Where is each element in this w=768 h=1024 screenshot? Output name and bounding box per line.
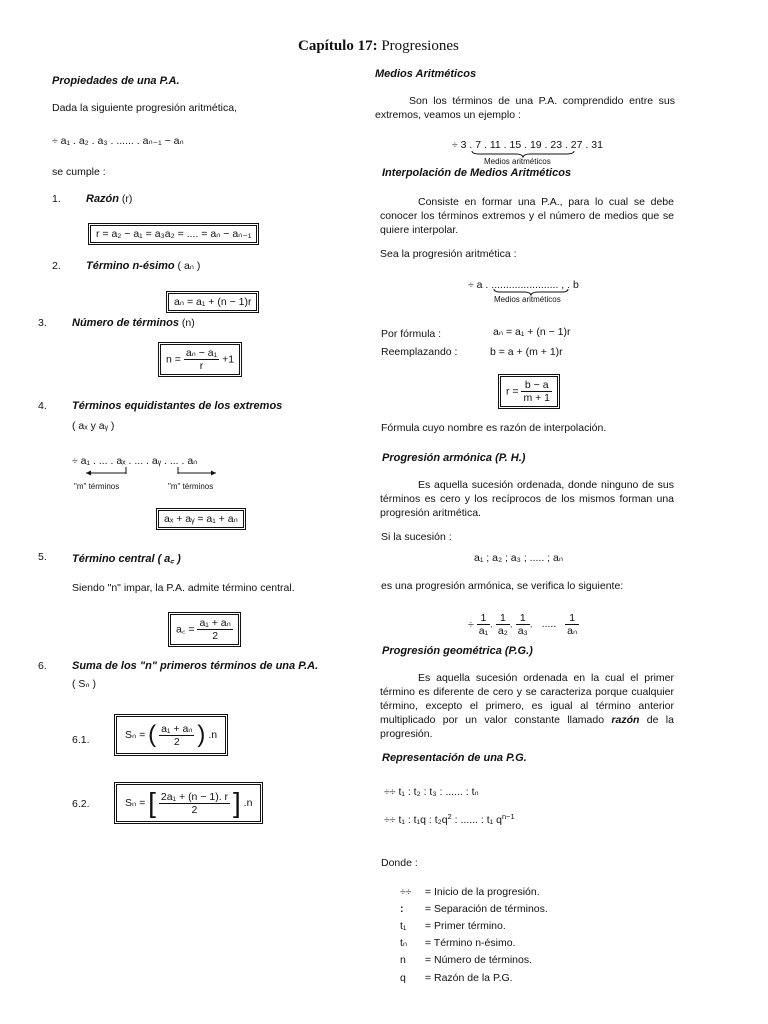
recip-sequence: ÷ $\frac{1}{\text{a₁}}$ . $\frac{1}{\text{a₂}}$ . $\frac{1}{\text{a₃}}$ . ..... $\frac{1}{\text{aₙ}}$ bbox=[468, 612, 578, 637]
legend-row-1 bbox=[400, 886, 540, 898]
intro-text: Dada la siguiente progresión aritmética, bbox=[52, 102, 238, 114]
legend-sym-4: tₙ bbox=[400, 937, 408, 949]
item-2-label: Término n-ésimo bbox=[86, 260, 175, 272]
legend-row-5 bbox=[400, 954, 532, 966]
legend-sym-3: t₁ bbox=[400, 920, 407, 932]
pa-sequence: ÷ a₁ . a₂ . a₃ . ...... . aₙ₋₁ − aₙ bbox=[52, 135, 184, 147]
formula-sum-61 bbox=[114, 714, 228, 756]
legend-sym-5: n bbox=[400, 954, 406, 966]
legend-desc-3: Primer término. bbox=[433, 920, 506, 932]
recip-1-den: a₁ bbox=[478, 625, 489, 637]
sum-61-num: a₁ + aₙ bbox=[161, 722, 193, 735]
item-2-suffix: ( aₙ ) bbox=[177, 260, 201, 272]
formula-nesimo: aₙ = a₁ + (n − 1)r bbox=[166, 291, 259, 313]
recip-2-den: a₂ bbox=[497, 625, 508, 637]
interp-seq-dots: ....................... , bbox=[491, 279, 565, 291]
item-6-label: Suma de los "n" primeros términos de una P.A. bbox=[72, 660, 319, 672]
item-2-heading bbox=[86, 260, 200, 272]
interp-seq-a: ÷ a . bbox=[468, 279, 489, 291]
recip-n-num: 1 bbox=[565, 612, 579, 625]
armonica-text: Es aquella sucesión ordenada, donde ninguno de sus términos es cero y los recíprocos de los mismos forman una progresión aritmética. bbox=[380, 479, 674, 519]
sum-61-fraction bbox=[159, 723, 194, 748]
recip-2-num: 1 bbox=[496, 612, 510, 625]
sum-62-bracket-open: [ bbox=[148, 787, 156, 818]
repr-line-2b: : ...... : t₁ q bbox=[451, 814, 502, 826]
legend-eq-1: = bbox=[424, 886, 432, 898]
formula-razon: r = a₂ − a₁ = a₃a₂ = .... = aₙ − aₙ₋₁ bbox=[88, 223, 259, 245]
sum-62-den: 2 bbox=[191, 803, 198, 816]
recip-3-den: a₃ bbox=[517, 625, 528, 637]
recip-fraction-1 bbox=[477, 612, 490, 637]
legend-eq-4: = bbox=[424, 937, 432, 949]
geometrica-text-2: de la progresión. bbox=[380, 714, 674, 740]
se-cumple: se cumple : bbox=[52, 166, 106, 178]
central-text: Siendo "n" impar, la P.A. admite término central. bbox=[72, 582, 295, 594]
legend-eq-5: = bbox=[424, 954, 432, 966]
legend-eq-6: = bbox=[424, 972, 432, 984]
sum-62-tail: .n bbox=[243, 796, 253, 809]
page-title bbox=[298, 38, 459, 55]
recip-1-num: 1 bbox=[477, 612, 490, 625]
recip-n-den: aₙ bbox=[567, 625, 578, 637]
item-3-number: 3. bbox=[38, 317, 47, 329]
item-5-heading bbox=[72, 551, 181, 566]
geometrica-text bbox=[380, 671, 674, 741]
formula-n-tail: +1 bbox=[222, 353, 235, 366]
sum-62-fraction bbox=[159, 791, 230, 816]
item-6-suffix: ( Sₙ ) bbox=[72, 678, 97, 690]
item-5-label: Término central ( bbox=[72, 553, 162, 565]
sum-61-lhs: Sₙ = bbox=[125, 728, 146, 741]
medios-text: Son los términos de una P.A. comprendido entre sus extremos, veamos un ejemplo : bbox=[375, 95, 675, 121]
reemplazando-label: Reemplazando : bbox=[381, 346, 458, 358]
formula-r-lhs: r = bbox=[506, 385, 519, 398]
recip-fraction-3 bbox=[516, 612, 530, 637]
formula-sum-62 bbox=[114, 782, 263, 824]
repr-sup-2: n−1 bbox=[501, 812, 515, 821]
prop-heading: Propiedades de una P.A. bbox=[52, 75, 180, 87]
item-1-heading bbox=[86, 193, 132, 205]
sum-62-bracket-close: ] bbox=[232, 787, 241, 818]
formula-r-num: b − a bbox=[521, 379, 552, 392]
item-4-label: Términos equidistantes de los extremos bbox=[72, 400, 283, 412]
sum-61-tail: .n bbox=[208, 728, 218, 741]
formula-central-lhs: a꜀ = bbox=[176, 623, 195, 636]
interp-seq-b: . b bbox=[567, 279, 579, 291]
formula-n-num: aₙ − a₁ bbox=[185, 347, 218, 359]
por-formula-eq: aₙ = a₁ + (n − 1)r bbox=[493, 326, 571, 338]
legend-row-4 bbox=[400, 937, 516, 949]
item-4-number: 4. bbox=[38, 400, 47, 412]
sea-text: Sea la progresión aritmética : bbox=[380, 248, 517, 260]
formula-central-fraction bbox=[197, 617, 232, 642]
formula-central bbox=[168, 612, 241, 647]
sum-61-den: 2 bbox=[173, 735, 180, 748]
donde-label: Donde : bbox=[381, 857, 418, 869]
repr-line-1: ÷÷ t₁ : t₂ : t₃ : ...... : tₙ bbox=[384, 786, 479, 798]
item-5-suffix: a꜀ ) bbox=[164, 553, 181, 565]
formula-n-den: r bbox=[199, 360, 204, 372]
legend-desc-6: Razón de la P.G. bbox=[433, 972, 513, 984]
legend-row-6 bbox=[400, 972, 513, 984]
formula-r-fraction bbox=[521, 379, 552, 404]
formula-n-fraction bbox=[184, 347, 219, 372]
equi-label-left: "m" términos bbox=[74, 482, 120, 491]
equi-arrows bbox=[80, 466, 240, 480]
equi-sequence: ÷ a₁ . ... . aₓ . ... . aᵧ . ... . aₙ bbox=[72, 455, 198, 467]
item-4-suffix: ( aₓ y aᵧ ) bbox=[72, 420, 115, 432]
item-3-heading bbox=[72, 317, 195, 329]
geometrica-text-1: Es aquella sucesión ordenada en la cual el primer término es diferente de cero y se caracteriza porque cualquier término, excepto el primero, es igual al término anterior multiplicado por un valor constante llamado bbox=[380, 672, 674, 726]
armonica-heading: Progresión armónica (P. H.) bbox=[382, 452, 526, 464]
equi-label-right: "m" términos bbox=[168, 482, 214, 491]
legend-desc-2: Separación de términos. bbox=[433, 903, 548, 915]
sum-61-paren-open: ( bbox=[148, 721, 157, 748]
formula-r bbox=[498, 374, 560, 409]
legend-eq-2: = bbox=[424, 903, 432, 915]
recip-fraction-2 bbox=[496, 612, 510, 637]
sum-62-num: 2a₁ + (n − 1). r bbox=[160, 790, 229, 803]
legend-sym-2: : bbox=[400, 903, 404, 915]
item-2-number: 2. bbox=[52, 260, 61, 272]
repr-line-2 bbox=[384, 812, 515, 826]
armonica-verifica: es una progresión armónica, se verifica lo siguiente: bbox=[381, 580, 624, 592]
formula-name-text: Fórmula cuyo nombre es razón de interpolación. bbox=[381, 422, 607, 434]
medios-label: Medios aritméticos bbox=[484, 157, 551, 166]
item-1-label: Razón bbox=[86, 193, 119, 205]
item-1-suffix: (r) bbox=[121, 193, 133, 205]
sum-62-lhs: Sₙ = bbox=[125, 796, 146, 809]
legend-sym-1: ÷÷ bbox=[400, 886, 412, 898]
formula-n bbox=[158, 342, 242, 377]
legend-desc-4: Término n-ésimo. bbox=[433, 937, 516, 949]
legend-desc-5: Número de términos. bbox=[433, 954, 533, 966]
interp-label: Medios aritméticos bbox=[494, 295, 561, 304]
si-sucesion: Si la sucesión : bbox=[381, 531, 452, 543]
sum-61-label: 6.1. bbox=[72, 734, 90, 746]
reemplazando-eq: b = a + (m + 1)r bbox=[490, 346, 563, 358]
item-1-number: 1. bbox=[52, 193, 61, 205]
legend-desc-1: Inicio de la progresión. bbox=[433, 886, 540, 898]
item-3-suffix: (n) bbox=[181, 317, 195, 329]
chapter-label: Capítulo 17: bbox=[298, 38, 378, 54]
repr-heading: Representación de una P.G. bbox=[382, 752, 527, 764]
interp-heading: Interpolación de Medios Aritméticos bbox=[382, 167, 572, 179]
sum-61-paren-close: ) bbox=[197, 721, 206, 748]
geometrica-heading: Progresión geométrica (P.G.) bbox=[382, 645, 533, 657]
recip-prefix: ÷ bbox=[468, 618, 474, 631]
chapter-topic: Progresiones bbox=[381, 38, 459, 54]
legend-row-3 bbox=[400, 920, 506, 932]
formula-n-lhs: n = bbox=[166, 353, 181, 366]
legend-eq-3: = bbox=[424, 920, 432, 932]
formula-equidistantes: aₓ + aᵧ = a₁ + aₙ bbox=[156, 508, 246, 530]
armonica-seq: a₁ ; a₂ ; a₃ ; ..... ; aₙ bbox=[474, 552, 564, 564]
item-5-number: 5. bbox=[38, 551, 47, 563]
formula-r-den: m + 1 bbox=[523, 392, 551, 404]
item-3-label: Número de términos bbox=[72, 317, 179, 329]
formula-central-den: 2 bbox=[212, 630, 219, 642]
geometrica-razon: razón bbox=[611, 714, 640, 726]
item-6-number: 6. bbox=[38, 660, 47, 672]
repr-sup-1: 2 bbox=[447, 812, 452, 821]
medios-example: ÷ 3 . 7 . 11 . 15 . 19 . 23 . 27 . 31 bbox=[452, 139, 603, 151]
sum-62-label: 6.2. bbox=[72, 798, 90, 810]
legend-sym-6: q bbox=[400, 972, 406, 984]
recip-fraction-n bbox=[565, 612, 579, 637]
interp-text: Consiste en formar una P.A., para lo cual se debe conocer los términos extremos y el número de medios que se quiere interpolar. bbox=[380, 196, 674, 236]
recip-dots: ..... bbox=[541, 618, 557, 631]
medios-heading: Medios Aritméticos bbox=[375, 68, 477, 80]
formula-central-num: a₁ + aₙ bbox=[199, 617, 231, 629]
por-formula-label: Por fórmula : bbox=[381, 328, 442, 340]
legend-row-2 bbox=[400, 903, 548, 915]
recip-3-num: 1 bbox=[516, 612, 530, 625]
repr-line-2a: ÷÷ t₁ : t₁q : t₂q bbox=[384, 814, 448, 826]
